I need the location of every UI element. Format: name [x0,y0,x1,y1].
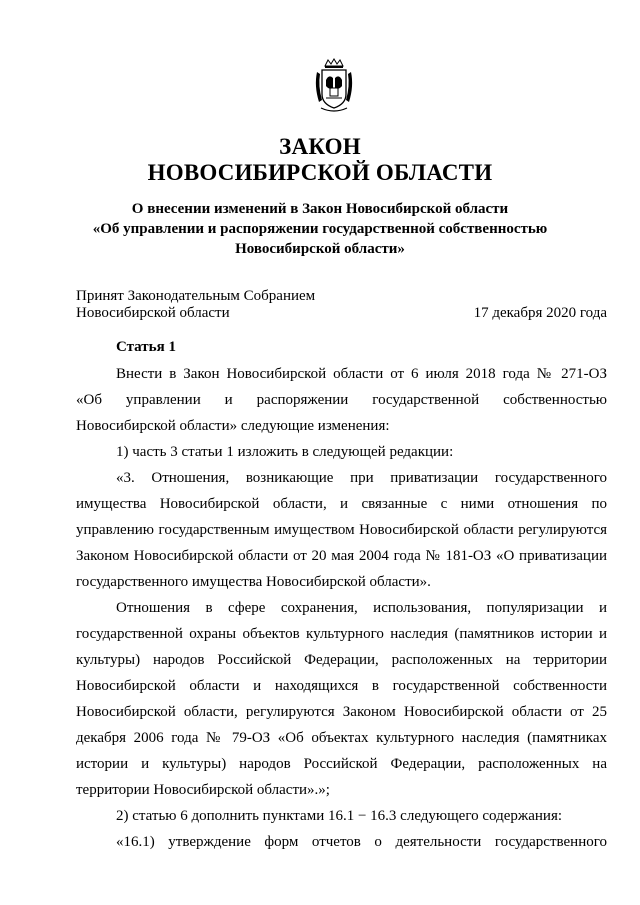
text-line: «16.1) утверждение форм отчетов о деятельности государственного [116,834,607,850]
text-line: «3. Отношения, возникающие при приватизации государственного [116,470,607,486]
text-line: Новосибирской области, регулируются Законом Новосибирской области от 25 [76,704,607,720]
text-line: Внести в Закон Новосибирской области от 6 июля 2018 года № 271-ОЗ [116,366,607,382]
text-line: декабря 2006 года № 79-ОЗ «Об объектах культурного наследия (памятниках [76,730,607,746]
adoption-line2: Новосибирской области [76,305,230,321]
text-line: 1) часть 3 статьи 1 изложить в следующей редакции: [116,444,454,460]
text-line: культуры) народов Российской Федерации, расположенных на территории [76,652,607,668]
text-line: «Об управлении и распоряжении государственной собственностью [76,392,607,408]
law-subtitle-line3: Новосибирской области» [235,241,405,257]
text-line: имущества Новосибирской области, и связанные с ними отношения по [76,496,607,512]
article-heading: Статья 1 [116,339,176,355]
text-line: истории и культуры) народов Российской Федерации, расположенных на [76,756,607,772]
text-line: управлению государственным имуществом Новосибирской области регулируются [76,522,607,538]
adoption-line1: Принят Законодательным Собранием [76,288,316,304]
text-line: государственного имущества Новосибирской области». [76,574,431,590]
text-line: 2) статью 6 дополнить пунктами 16.1 − 16.3 следующего содержания: [116,808,563,824]
law-title-line2: НОВОСИБИРСКОЙ ОБЛАСТИ [147,160,493,185]
text-line: Новосибирской области» следующие изменения: [76,418,390,434]
text-line: Новосибирской области и находящихся в государственной собственности [76,678,607,694]
law-subtitle-line2: «Об управлении и распоряжении государственной собственностью [92,221,548,237]
text-line: территории Новосибирской области».»; [76,782,330,798]
adoption-date: 17 декабря 2020 года [473,305,607,321]
coat-of-arms-icon [313,58,355,114]
text-line: Отношения в сфере сохранения, использования, популяризации и [116,600,607,616]
law-title-line1: ЗАКОН [279,134,361,159]
text-line: государственной охраны объектов культурного наследия (памятников истории и [76,626,607,642]
text-line: Законом Новосибирской области от 20 мая 2004 года № 181-ОЗ «О приватизации [76,548,607,564]
law-subtitle-line1: О внесении изменений в Закон Новосибирской области [131,201,509,217]
